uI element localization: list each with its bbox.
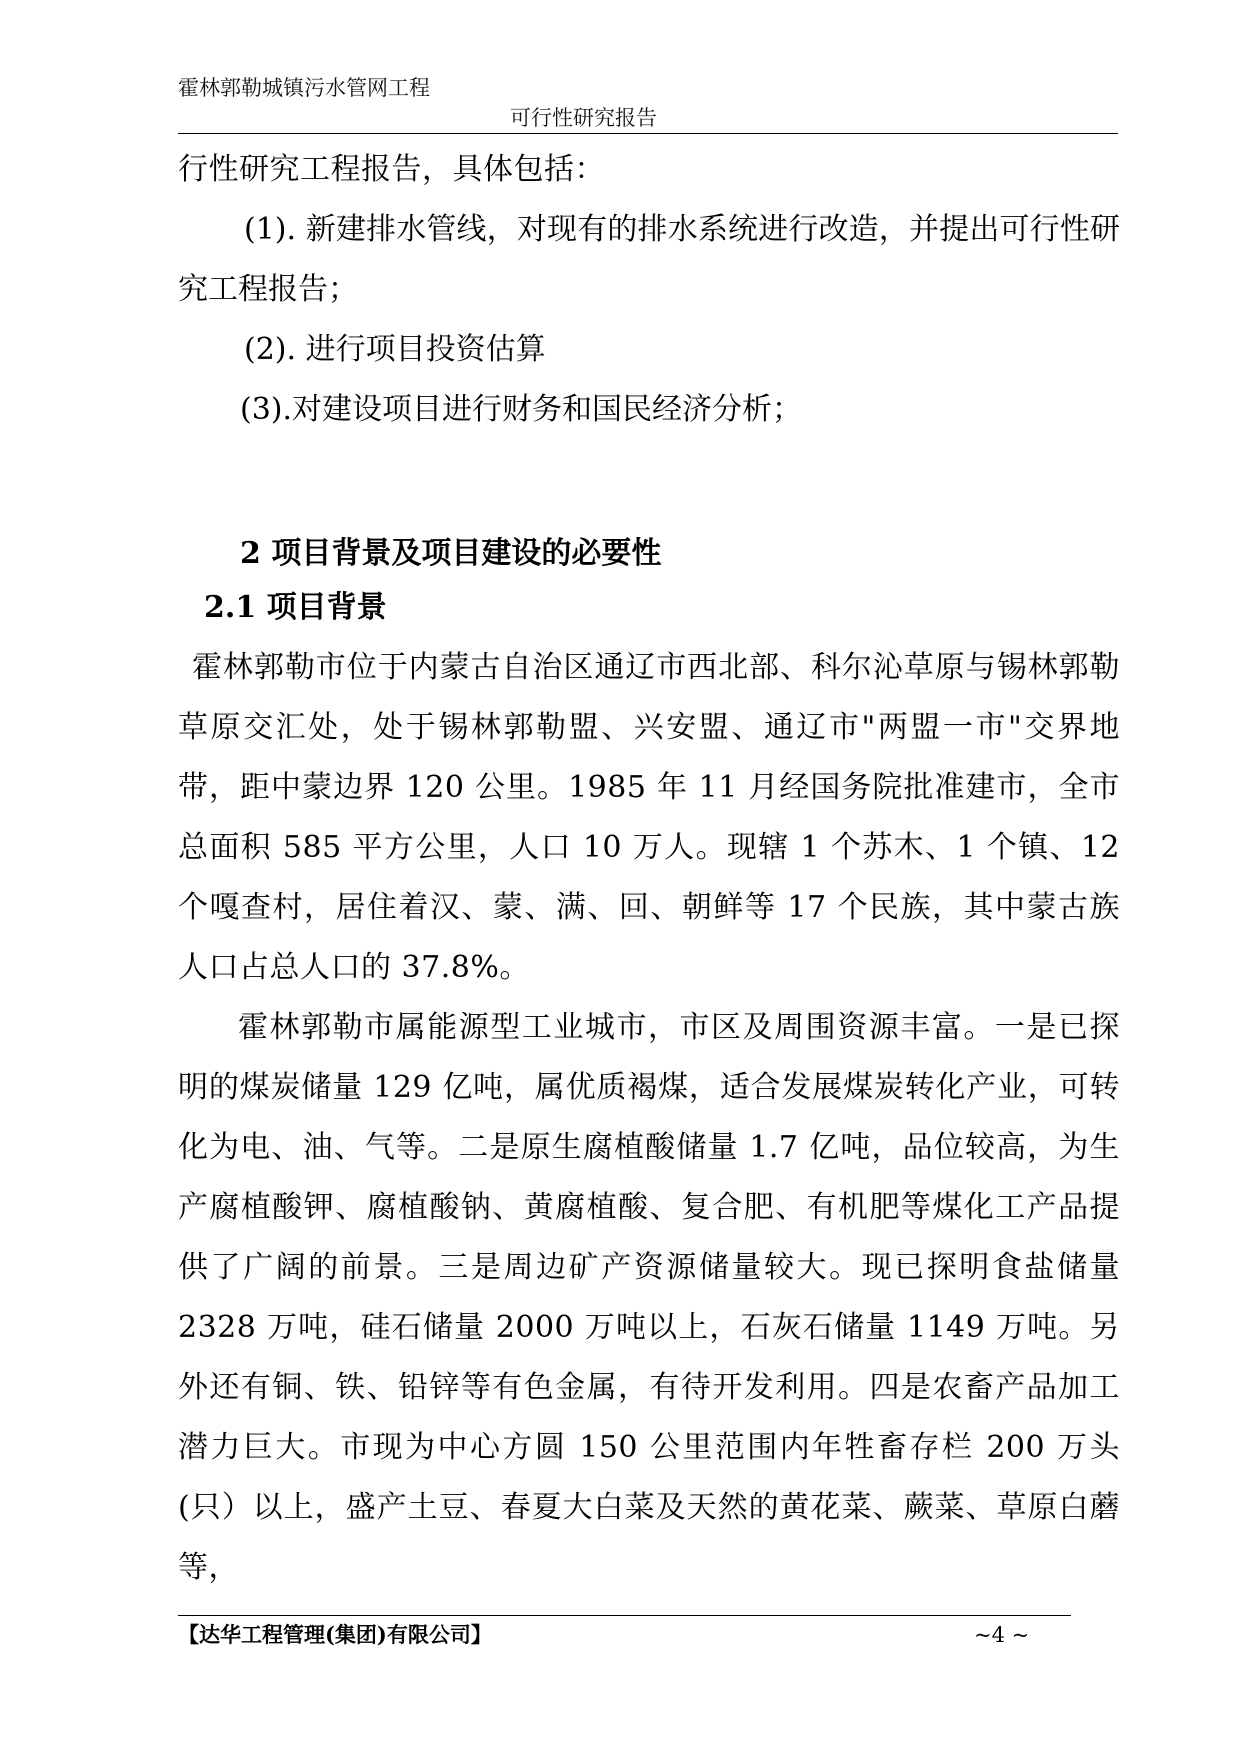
- list-item-1: [178, 200, 1120, 320]
- subsection-heading: 2.1 项目背景: [204, 590, 387, 625]
- section-heading: 2 项目背景及项目建设的必要性: [240, 536, 662, 571]
- footer-page-number: ~4 ~: [974, 1623, 1030, 1647]
- list-item-3: (3).对建设项目进行财务和国民经济分析；: [240, 392, 803, 427]
- background-paragraph-1: 霍林郭勒市位于内蒙古自治区通辽市西北部、科尔沁草原与锡林郭勒草原交汇处，处于锡林郭勒盟、兴安盟、通辽市"两盟一市"交界地带，距中蒙边界 120 公里。1985 年 11 月经国务院批准建市，全市总面积 585 平方公里，人口 10 万人。现辖 1 个苏木、1 个镇、12 个嘎查村，居住着汉、蒙、满、回、朝鲜等 17 个民族，其中蒙古族人口占总人口的 37.8%。: [178, 650, 1120, 985]
- background-paragraph-2: 霍林郭勒市属能源型工业城市，市区及周围资源丰富。一是已探明的煤炭储量 129 亿吨，属优质褐煤，适合发展煤炭转化产业，可转化为电、油、气等。二是原生腐植酸储量 1.7 亿吨，品位较高，为生产腐植酸钾、腐植酸钠、黄腐植酸、复合肥、有机肥等煤化工产品提供了广阔的前景。三是周边矿产资源储量较大。现已探明食盐储量 2328 万吨，硅石储量 2000 万吨以上，石灰石储量 1149 万吨。另外还有铜、铁、铅锌等有色金属，有待开发利用。四是农畜产品加工潜力巨大。市现为中心方圆 150 公里范围内年牲畜存栏 200 万头(只）以上，盛产土豆、春夏大白菜及天然的黄花菜、蕨菜、草原白蘑等，: [178, 1010, 1120, 1585]
- intro-paragraph-tail: 行性研究工程报告，具体包括：: [178, 152, 605, 187]
- list-item-1-text: (1). 新建排水管线，对现有的排水系统进行改造，并提出可行性研究工程报告；: [178, 212, 1120, 307]
- header-report-title: 可行性研究报告: [510, 106, 657, 130]
- main-content: [178, 140, 1120, 1598]
- spacer: [178, 440, 1120, 524]
- header-divider: [178, 133, 1118, 134]
- footer-company: 【达华工程管理(集团)有限公司】: [178, 1622, 492, 1647]
- list-item-2: (2). 进行项目投资估算: [244, 332, 546, 367]
- header-project-title: 霍林郭勒城镇污水管网工程: [178, 76, 430, 100]
- footer-divider: [178, 1615, 1071, 1616]
